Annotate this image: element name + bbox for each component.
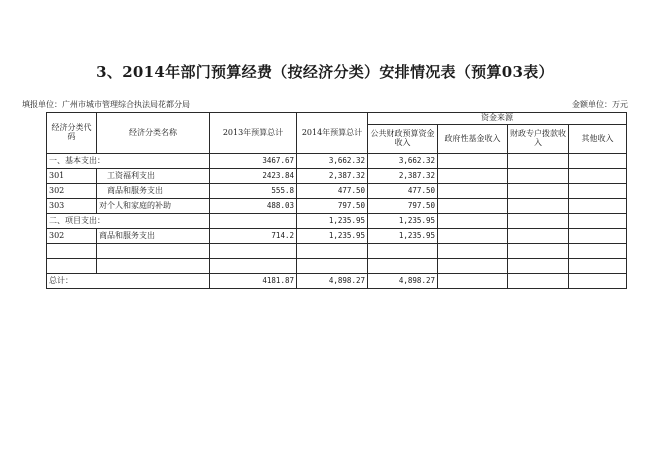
row-public-fiscal: 2,387.32 — [368, 169, 438, 184]
row-public-fiscal — [368, 244, 438, 259]
table-row-total — [47, 274, 627, 289]
row-gov-fund — [438, 154, 508, 169]
amount-unit: 金额单位：万元 — [572, 100, 628, 109]
row-special-fiscal — [508, 244, 569, 259]
row-name — [97, 244, 210, 259]
row-special-fiscal — [508, 154, 569, 169]
row-total-2014: 4,898.27 — [297, 274, 368, 289]
header-total-2013: 2013年预算总计 — [210, 113, 297, 154]
header-row-1 — [47, 113, 627, 125]
row-total-2014: 1,235.95 — [297, 214, 368, 229]
row-other — [569, 184, 627, 199]
row-name: 对个人和家庭的补助 — [97, 199, 210, 214]
header-gov-fund: 政府性基金收入 — [438, 125, 508, 154]
page-title: 3、2014年部门预算经费（按经济分类）安排情况表（预算03表） — [96, 63, 554, 81]
header-other: 其他收入 — [569, 125, 627, 154]
row-public-fiscal: 4,898.27 — [368, 274, 438, 289]
row-total-2014 — [297, 259, 368, 274]
row-total-2013 — [210, 259, 297, 274]
row-public-fiscal: 477.50 — [368, 184, 438, 199]
row-other — [569, 259, 627, 274]
table-row — [47, 154, 627, 169]
row-code: 301 — [47, 169, 97, 184]
row-name: 商品和服务支出 — [97, 229, 210, 244]
row-total-2013: 3467.67 — [210, 154, 297, 169]
row-gov-fund — [438, 169, 508, 184]
row-code: 一、基本支出： — [47, 154, 210, 169]
row-public-fiscal: 797.50 — [368, 199, 438, 214]
row-total-2013: 2423.84 — [210, 169, 297, 184]
row-total-2014: 1,235.95 — [297, 229, 368, 244]
row-special-fiscal — [508, 259, 569, 274]
row-gov-fund — [438, 274, 508, 289]
row-public-fiscal: 1,235.95 — [368, 229, 438, 244]
row-other — [569, 214, 627, 229]
row-other — [569, 244, 627, 259]
table-row — [47, 244, 627, 259]
row-name: 商品和服务支出 — [97, 184, 210, 199]
row-special-fiscal — [508, 274, 569, 289]
row-total-2013: 4181.87 — [210, 274, 297, 289]
header-fund-source: 资金来源 — [368, 113, 627, 125]
row-total-2013 — [210, 244, 297, 259]
row-total-2013: 555.8 — [210, 184, 297, 199]
row-total-2013 — [210, 214, 297, 229]
row-code: 总计： — [47, 274, 210, 289]
row-special-fiscal — [508, 229, 569, 244]
row-total-2014 — [297, 244, 368, 259]
header-public-fiscal: 公共财政预算资金收入 — [368, 125, 438, 154]
row-public-fiscal: 3,662.32 — [368, 154, 438, 169]
header-total-2014: 2014年预算总计 — [297, 113, 368, 154]
row-special-fiscal — [508, 214, 569, 229]
reporting-unit: 填报单位：广州市城市管理综合执法局花都分局 — [22, 100, 190, 109]
header-code: 经济分类代码 — [47, 113, 97, 154]
row-special-fiscal — [508, 169, 569, 184]
row-other — [569, 154, 627, 169]
budget-table — [46, 112, 627, 289]
row-total-2013: 714.2 — [210, 229, 297, 244]
row-code: 303 — [47, 199, 97, 214]
row-gov-fund — [438, 259, 508, 274]
row-code — [47, 259, 97, 274]
row-gov-fund — [438, 199, 508, 214]
row-code: 302 — [47, 184, 97, 199]
table-row — [47, 184, 627, 199]
row-gov-fund — [438, 214, 508, 229]
row-public-fiscal — [368, 259, 438, 274]
row-other — [569, 229, 627, 244]
row-public-fiscal: 1,235.95 — [368, 214, 438, 229]
row-gov-fund — [438, 244, 508, 259]
row-code: 302 — [47, 229, 97, 244]
table-row — [47, 169, 627, 184]
table-row — [47, 229, 627, 244]
row-name: 工资福利支出 — [97, 169, 210, 184]
row-total-2014: 477.50 — [297, 184, 368, 199]
row-total-2014: 3,662.32 — [297, 154, 368, 169]
table-row — [47, 259, 627, 274]
header-name: 经济分类名称 — [97, 113, 210, 154]
row-special-fiscal — [508, 184, 569, 199]
row-special-fiscal — [508, 199, 569, 214]
row-gov-fund — [438, 184, 508, 199]
header-special-fiscal: 财政专户拨款收入 — [508, 125, 569, 154]
row-total-2014: 2,387.32 — [297, 169, 368, 184]
table-row — [47, 214, 627, 229]
row-total-2014: 797.50 — [297, 199, 368, 214]
row-gov-fund — [438, 229, 508, 244]
row-code — [47, 244, 97, 259]
row-other — [569, 274, 627, 289]
row-code: 二、项目支出： — [47, 214, 210, 229]
table-row — [47, 199, 627, 214]
row-name — [97, 259, 210, 274]
row-total-2013: 488.03 — [210, 199, 297, 214]
row-other — [569, 199, 627, 214]
row-other — [569, 169, 627, 184]
